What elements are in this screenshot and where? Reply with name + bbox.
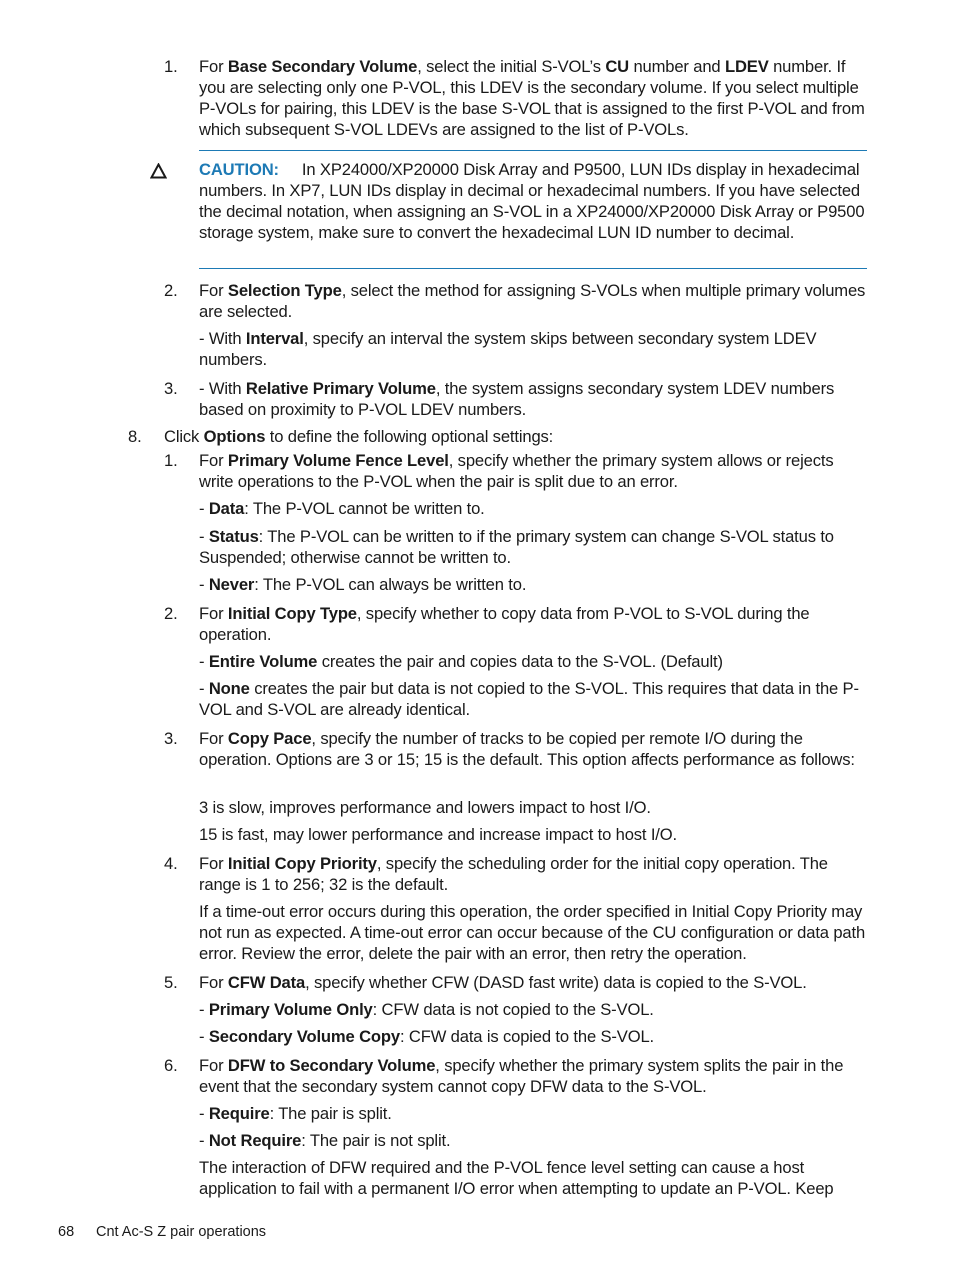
paragraph-not-require: - Not Require: The pair is not split. (199, 1131, 451, 1150)
paragraph-options: Click Options to define the following optional settings: (164, 427, 554, 446)
paragraph-secondary-volume-copy: - Secondary Volume Copy: CFW data is copied to the S-VOL. (199, 1027, 655, 1046)
paragraph-timeout-error: If a time-out error occurs during this operation, the order specified in Initial Copy Priority may not run as expected. A time-out error can occur because of the CU configuration or data path error. Review the error, delete the pair with an error, then retry the operation. (199, 902, 866, 963)
paragraph-require: - Require: The pair is split. (199, 1104, 392, 1123)
footer-title: Cnt Ac-S Z pair operations (96, 1224, 267, 1240)
caution-bottom-rule (199, 268, 867, 269)
caution-triangle-icon (150, 163, 167, 179)
list-number: 6. (164, 1056, 178, 1075)
paragraph-relative-primary-volume: - With Relative Primary Volume, the system assigns secondary system LDEV numbers based on proximity to P-VOL LDEV numbers. (199, 379, 835, 419)
paragraph-interval: - With Interval, specify an interval the system skips between secondary system LDEV numbers. (199, 329, 817, 369)
paragraph-pace-15: 15 is fast, may lower performance and increase impact to host I/O. (199, 825, 677, 844)
list-number: 5. (164, 973, 178, 992)
paragraph-cfw-data: For CFW Data, specify whether CFW (DASD fast write) data is copied to the S-VOL. (199, 973, 807, 992)
list-number: 4. (164, 854, 178, 873)
paragraph-copy-pace: For Copy Pace, specify the number of tracks to be copied per remote I/O during the operation. Options are 3 or 15; 15 is the default. This option affects performance as follows: (199, 729, 855, 769)
list-number: 1. (164, 57, 178, 76)
paragraph-fence-status: - Status: The P-VOL can be written to if the primary system can change S-VOL status to Suspended; otherwise cannot be written to. (199, 527, 834, 567)
paragraph-fence-level: For Primary Volume Fence Level, specify whether the primary system allows or rejects write operations to the P-VOL when the pair is split due to an error. (199, 451, 834, 491)
list-number: 2. (164, 604, 178, 623)
caution-label: CAUTION: (199, 160, 279, 179)
list-number: 3. (164, 729, 178, 748)
page-number: 68 (58, 1224, 75, 1240)
paragraph-selection-type: For Selection Type, select the method for assigning S-VOLs when multiple primary volumes are selected. (199, 281, 866, 321)
caution-note: CAUTION: In XP24000/XP20000 Disk Array and P9500, LUN IDs display in hexadecimal numbers. In XP7, LUN IDs display in decimal or hexadecimal numbers. If you have selected the decimal notation, when assigning an S-VOL in a XP24000/XP20000 Disk Array or P9500 storage system, make sure to convert the hexadecimal LUN ID number to decimal. (199, 160, 865, 242)
list-number: 1. (164, 451, 178, 470)
paragraph-fence-never: - Never: The P-VOL can always be written to. (199, 575, 527, 594)
paragraph-dfw-secondary-volume: For DFW to Secondary Volume, specify whether the primary system splits the pair in the event that the secondary system cannot copy DFW data to the S-VOL. (199, 1056, 844, 1096)
caution-top-rule (199, 150, 867, 151)
paragraph-primary-volume-only: - Primary Volume Only: CFW data is not copied to the S-VOL. (199, 1000, 654, 1019)
paragraph-none: - None creates the pair but data is not copied to the S-VOL. This requires that data in the P-VOL and S-VOL are already identical. (199, 679, 859, 719)
list-number: 8. (128, 427, 142, 446)
list-number: 3. (164, 379, 178, 398)
paragraph-dfw-interaction: The interaction of DFW required and the P-VOL fence level setting can cause a host application to fail with a permanent I/O error when attempting to update an P-VOL. Keep (199, 1158, 834, 1198)
paragraph-entire-volume: - Entire Volume creates the pair and copies data to the S-VOL. (Default) (199, 652, 723, 671)
paragraph-initial-copy-type: For Initial Copy Type, specify whether to copy data from P-VOL to S-VOL during the operation. (199, 604, 810, 644)
list-number: 2. (164, 281, 178, 300)
paragraph-fence-data: - Data: The P-VOL cannot be written to. (199, 499, 485, 518)
paragraph-pace-3: 3 is slow, improves performance and lowers impact to host I/O. (199, 798, 651, 817)
paragraph-initial-copy-priority: For Initial Copy Priority, specify the scheduling order for the initial copy operation. The range is 1 to 256; 32 is the default. (199, 854, 828, 894)
paragraph-base-secondary-volume: For Base Secondary Volume, select the initial S-VOL’s CU number and LDEV number. If you are selecting only one P-VOL, this LDEV is the secondary volume. If you select multiple P-VOLs for pairing, this LDEV is the base S-VOL that is assigned to the first P-VOL and from which subsequent S-VOL LDEVs are assigned to the list of P-VOLs. (199, 57, 865, 139)
